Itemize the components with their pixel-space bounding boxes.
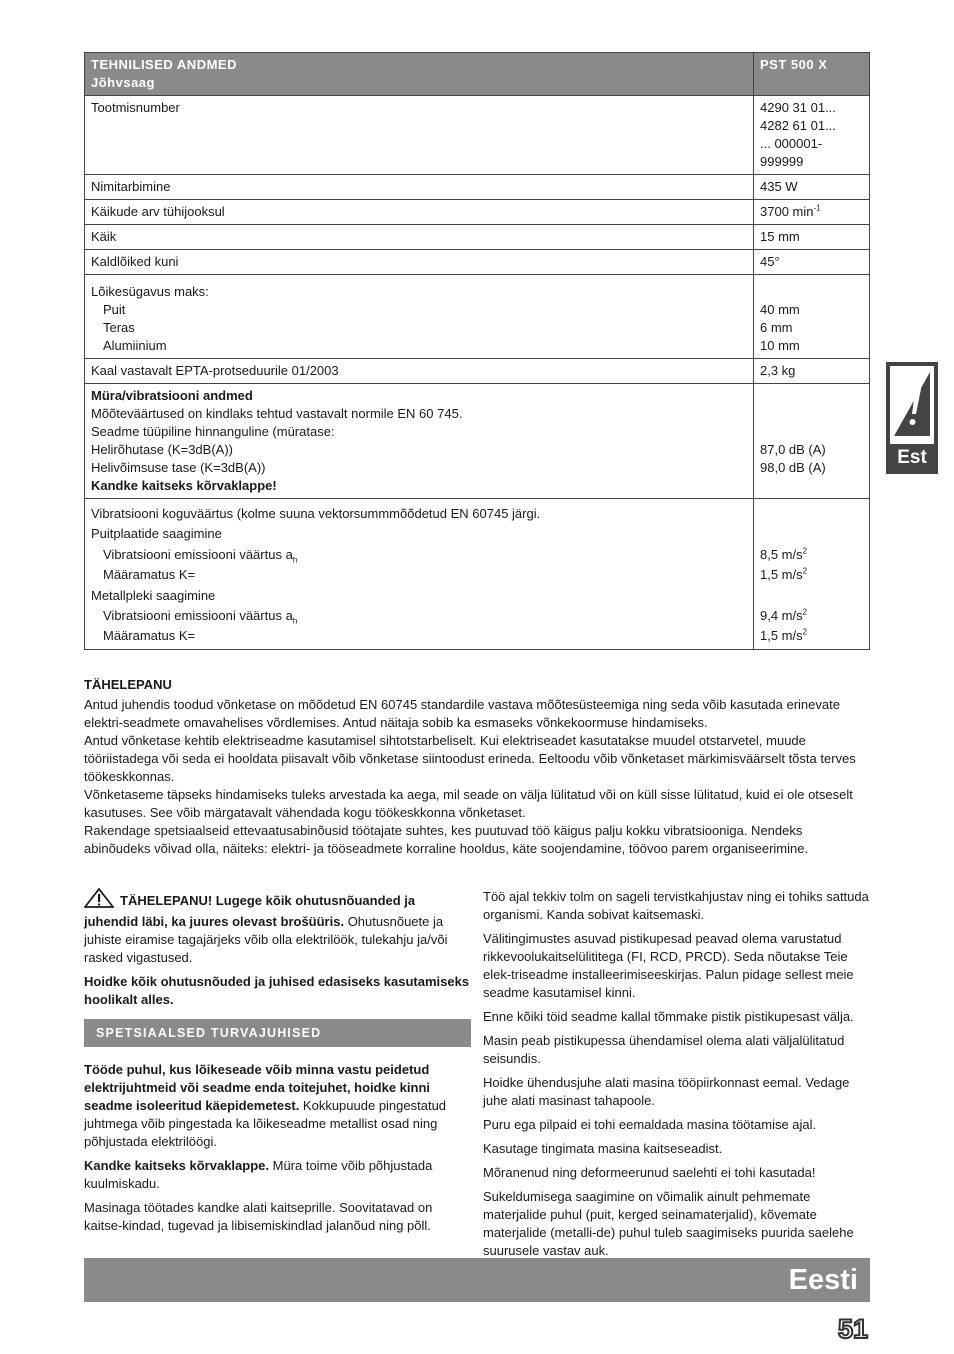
safety-paragraph: Mõranenud ning deformeerunud saelehti ei tohi kasutada! <box>483 1165 816 1180</box>
footer-language-bar <box>84 1258 870 1302</box>
general-warning <box>84 888 471 967</box>
vibration-wood-title: Puitplaatide saagimine <box>91 526 222 542</box>
safety-paragraph: Kandke kaitseks kõrvaklappe. Müra toime võib põhjustada kuulmiskadu. <box>84 1158 433 1191</box>
vibration-metal-uncertainty-label: Määramatus K= <box>103 628 196 644</box>
vibration-metal-emission-value: 9,4 $m/s^2$ <box>760 607 808 624</box>
spec-value: 15 mm <box>754 225 870 250</box>
spec-label: Kaldlõiked kuni <box>85 250 754 275</box>
sound-power-value: 98,0 dB (A) <box>760 460 826 475</box>
left-column <box>84 888 471 1241</box>
section-title-bar: SPETSIAALSED TURVAJUHISED <box>84 1019 471 1047</box>
cut-depth-aluminium-label: Alumiinium <box>103 338 167 353</box>
noise-title: Müra/vibratsiooni andmed <box>91 388 253 403</box>
spec-label <box>85 275 754 359</box>
spec-value <box>754 96 870 175</box>
spec-label: Kaal vastavalt EPTA-protseduurile 01/2003 <box>85 359 754 384</box>
vibration-wood-uncertainty-value: 1,5 $m/s^2$ <box>760 566 808 583</box>
spec-row-product-number <box>85 96 870 175</box>
spec-header-row <box>85 53 870 96</box>
sound-power-label: Helivõimsuse tase (K=3dB(A)) <box>91 460 266 475</box>
safety-paragraph: Sukeldumisega saagimine on võimalik ainult pehmemate materjalide puhul (puit, kerged seinamaterjalid), kõvemate materjalide (metalli-de) puhul tuleb saagimiseks puurida saelehe suurusele vastav auk. <box>483 1189 854 1258</box>
cut-depth-aluminium-value: 10 mm <box>760 338 800 353</box>
spec-header-label <box>85 53 754 96</box>
cut-depth-wood-value: 40 mm <box>760 302 800 317</box>
spec-row-rated-power <box>85 175 870 200</box>
product-number-2: 4282 61 01... <box>760 118 836 133</box>
notice-paragraph: Antud võnketase kehtib elektriseadme kasutamisel sihtotstarbeliselt. Kui elektriseadet kasutatakse muudel otstarvetel, muude tööriistadega või seda ei hooldata piisavalt võib võnketase siintoodust erineda. Eeltoodu võib võnketaset märkimisväärselt tõsta terves töökeskkonnas. <box>84 733 856 784</box>
speed-value: 3700 min <box>760 204 814 219</box>
notice-title: TÄHELEPANU <box>84 677 172 692</box>
warning-exclamation-icon <box>890 366 934 444</box>
right-column <box>483 888 870 1266</box>
vibration-metal-title: Metallpleki saagimine <box>91 587 216 603</box>
spec-header-model: PST 500 X <box>754 53 870 96</box>
product-number-1: 4290 31 01... <box>760 100 836 115</box>
keep-instructions: Hoidke kõik ohutusnõuded ja juhised edasiseks kasutamiseks hoolikalt alles. <box>84 974 470 1007</box>
notice-paragraph: Antud juhendis toodud võnketase on mõõdetud EN 60745 standardile vastava mõõtesüsteemiga ning seda võib kasutada erinevate elektri-seadmete omavahelises võrdlemises. Antud näitaja sobib ka esmaseks võnkekoormuse hindamiseks. <box>84 697 840 730</box>
vibration-metal-uncertainty-value: 1,5 $m/s^2$ <box>760 628 808 644</box>
safety-paragraph: Töö ajal tekkiv tolm on sageli tervistkahjustav ning ei tohiks sattuda organismi. Kanda sobivat kaitsemaski. <box>483 889 869 922</box>
vibration-wood-uncertainty-label: Määramatus K= <box>103 567 196 583</box>
notice-paragraph: Võnketaseme täpseks hindamiseks tuleks arvestada ka aega, mil seade on välja lülitatud või on küll sisse lülitatud, kuid ei ole otseselt kasutuses. See võib märgatavalt vähendada kogu töökeskkonna võnketaset. <box>84 787 853 820</box>
spec-row-bevel <box>85 250 870 275</box>
spec-value <box>754 275 870 359</box>
spec-label: Tootmisnumber <box>85 96 754 175</box>
spec-label <box>85 499 754 650</box>
safety-paragraph: Tööde puhul, kus lõikeseade võib minna vastu peidetud elektrijuhtmeid või seadme enda toitejuhet, hoidke kinni seadme isoleeritud käepidemetest. Kokkupuude pingestatud juhtmega võib pingestada ka lõikeseadme metallist osad ning põhjustada elektrilöögi. <box>84 1062 447 1149</box>
spec-label: Käik <box>85 225 754 250</box>
noise-line1: Mõõteväärtused on kindlaks tehtud vastavalt normile EN 60 745. <box>91 406 463 421</box>
spec-row-stroke <box>85 225 870 250</box>
product-number-3: ... 000001-999999 <box>760 136 823 169</box>
warning-bold-text: TÄHELEPANU! Lugege kõik ohutusnõuanded ja juhendid läbi, ka juures olevast brošüüris. <box>84 893 416 929</box>
language-tab-label: Est <box>897 447 927 468</box>
spec-label <box>85 384 754 499</box>
ear-protection-note: Kandke kaitseks kõrvaklappe! <box>91 478 277 493</box>
spec-label: Käikude arv tühijooksul <box>85 200 754 225</box>
sound-pressure-label: Helirõhutase (K=3dB(A)) <box>91 442 233 457</box>
safety-paragraph: Hoidke ühendusjuhe alati masina tööpiirkonnast eemal. Vedage juhe alati masinast tahapoole. <box>483 1075 850 1108</box>
notice-paragraph: Rakendage spetsiaalseid ettevaatusabinõusid töötajate suhtes, kes puutuvad töö käigus palju kokku vibratsiooniga. Nendeks abinõudeks võivad olla, näiteks: elektri- ja tööseadmete korraline hooldus, käte soojendamine, töövoo parem organiseerimine. <box>84 823 809 856</box>
safety-paragraph: Masinaga töötades kandke alati kaitseprille. Soovitatavad on kaitse-kindad, tugevad ja libisemiskindlad jalanõud ning põll. <box>84 1200 433 1233</box>
vibration-wood-emission-label: Vibratsiooni emissiooni väärtus $a_h$ <box>103 546 298 565</box>
vibration-notice <box>84 676 870 858</box>
cut-depth-title: Lõikesügavus maks: <box>91 284 209 299</box>
spec-row-weight <box>85 359 870 384</box>
cut-depth-wood-label: Puit <box>103 302 126 317</box>
safety-paragraph: Puru ega pilpaid ei tohi eemaldada masina töötamise ajal. <box>483 1117 817 1132</box>
warning-triangle-icon <box>84 888 114 913</box>
spec-value <box>754 200 870 225</box>
cut-depth-steel-value: 6 mm <box>760 320 793 335</box>
spec-value <box>754 499 870 650</box>
spec-row-vibration <box>85 499 870 650</box>
safety-paragraph: Enne kõiki töid seadme kallal tõmmake pistik pistikupesast välja. <box>483 1009 854 1024</box>
sound-pressure-value: 87,0 dB (A) <box>760 442 826 457</box>
noise-line2: Seadme tüüpiline hinnanguline (müratase: <box>91 424 335 439</box>
spec-value: 435 W <box>754 175 870 200</box>
spec-row-cut-depth <box>85 275 870 359</box>
language-side-tab <box>886 362 938 474</box>
safety-paragraph: Masin peab pistikupessa ühendamisel olema alati väljalülitatud seisundis. <box>483 1033 845 1066</box>
spec-row-noise <box>85 384 870 499</box>
page-number: 51 <box>838 1314 869 1344</box>
warning-text: Ohutusnõuete ja juhiste eiramise tagajärjeks võib olla elektrilöök, tulekahju ja/või rasked vigastused. <box>84 914 448 965</box>
vibration-intro: Vibratsiooni koguväärtus (kolme suuna vektorsummmõõdetud EN 60745 järgi. <box>91 506 541 521</box>
footer-language-label: Eesti <box>788 1264 858 1296</box>
spec-table <box>84 52 870 650</box>
vibration-metal-emission-label: Vibratsiooni emissiooni väärtus $a_h$ <box>103 608 298 626</box>
spec-label: Nimitarbimine <box>85 175 754 200</box>
spec-header-subtitle: Jõhvsaag <box>91 75 155 90</box>
spec-value <box>754 384 870 499</box>
spec-header-title: TEHNILISED ANDMED <box>91 57 237 72</box>
safety-paragraph: Välitingimustes asuvad pistikupesad peavad olema varustatud rikkevoolukaitselülititega (FI, RCD, PRCD). Seda nõutakse Teie elek-triseadme installeerimiseeskirjas. Palun pidage sellest meie seadme kasutamisel kinni. <box>483 931 854 1000</box>
spec-value: 45° <box>754 250 870 275</box>
speed-exponent: -1 <box>813 203 821 213</box>
vibration-wood-emission-value: 8,5 $m/s^2$ <box>760 546 808 562</box>
spec-row-no-load-speed <box>85 200 870 225</box>
spec-value: 2,3 kg <box>754 359 870 384</box>
cut-depth-steel-label: Teras <box>103 320 135 335</box>
safety-paragraph: Kasutage tingimata masina kaitseseadist. <box>483 1141 723 1156</box>
